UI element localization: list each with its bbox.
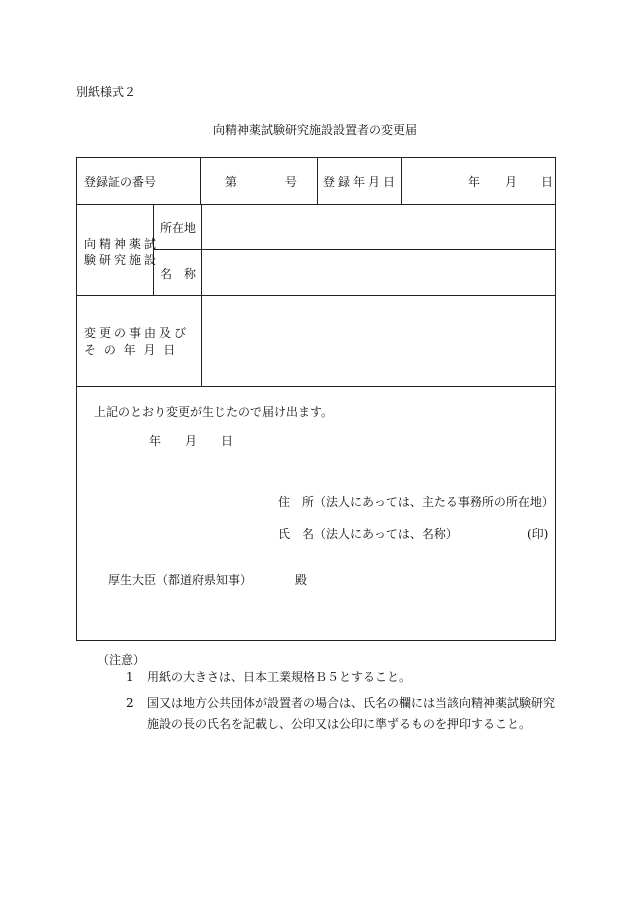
form-title: 向精神薬試験研究施設設置者の変更届 [213, 123, 418, 137]
declaration-month: 月 [185, 434, 198, 448]
dai-label: 第 [225, 175, 238, 189]
honorific: 殿 [295, 573, 308, 587]
notes-heading: （注意） [97, 653, 146, 667]
row-divider [153, 249, 555, 250]
note-text: 国又は地方公共団体が設置者の場合は、氏名の欄には当該向精神薬試験研究 [147, 696, 556, 710]
row-divider [77, 204, 555, 205]
note-number: 2 [126, 696, 134, 710]
note-text: 用紙の大きさは、日本工業規格Ｂ５とすること。 [147, 670, 412, 684]
month-label: 月 [505, 175, 518, 189]
declaration-day: 日 [221, 434, 234, 448]
reason-label-line1: 変更の事由及び [84, 326, 190, 340]
year-label: 年 [468, 175, 481, 189]
applicant-name-label: 氏 名（法人にあっては、名称） [278, 527, 458, 541]
facility-label-line2: 験研究施設 [84, 253, 160, 267]
form-number: 別紙様式２ [76, 85, 137, 99]
go-label: 号 [285, 175, 298, 189]
facility-label-line1: 向精神薬試 [84, 237, 160, 251]
note-number: 1 [126, 670, 134, 684]
note-text: 施設の長の氏名を記載し、公印又は公印に準ずるものを押印すること。 [147, 717, 532, 731]
day-label: 日 [541, 175, 554, 189]
row-divider [77, 295, 555, 296]
col-divider [317, 158, 318, 204]
seal-mark: (印) [527, 527, 549, 541]
row-divider [77, 386, 555, 387]
reg-number-label: 登録証の番号 [84, 175, 157, 189]
location-label: 所在地 [160, 221, 197, 235]
declaration-year: 年 [149, 434, 162, 448]
col-divider [201, 204, 202, 386]
declaration-statement: 上記のとおり変更が生じたので届け出ます。 [94, 405, 334, 419]
col-divider [401, 158, 402, 204]
addressee: 厚生大臣（都道府県知事） [108, 573, 253, 587]
reason-label-line2: そ の 年 月 日 [84, 343, 178, 357]
reg-date-label: 登録年月日 [323, 175, 399, 189]
name-label: 名 称 [160, 267, 197, 281]
form-table [76, 157, 556, 641]
col-divider [200, 158, 201, 204]
address-label: 住 所（法人にあっては、主たる事務所の所在地） [278, 495, 554, 509]
